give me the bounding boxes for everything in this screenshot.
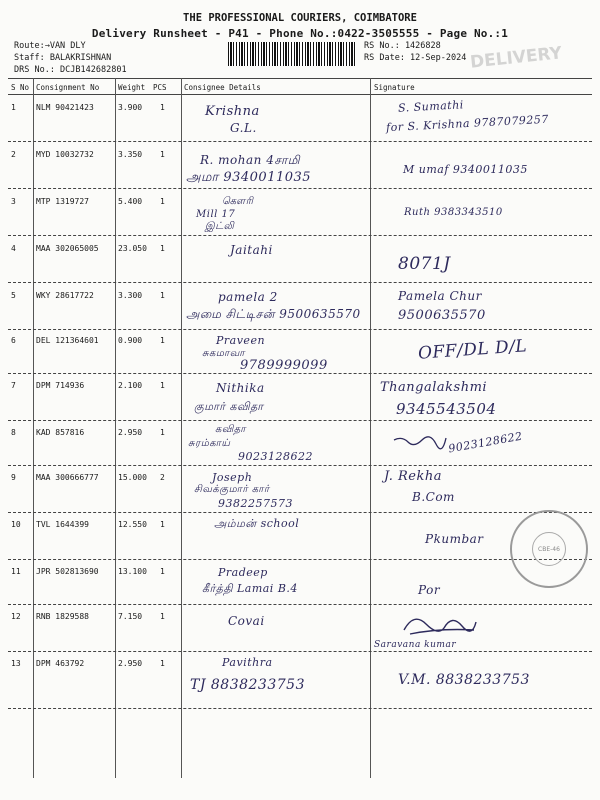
row-weight: 5.400 (118, 197, 143, 206)
signature-line: M umaf 9340011035 (403, 163, 528, 176)
row-pcs: 1 (160, 197, 165, 206)
consignee-line: Joseph (212, 471, 253, 484)
consignee-line: Pavithra (222, 656, 273, 669)
row-separator (8, 282, 592, 283)
row-weight: 3.900 (118, 103, 143, 112)
rs-block (364, 40, 466, 64)
col-header-weight: Weight (118, 83, 146, 92)
consignee-line: அமா 9340011035 (186, 170, 312, 185)
row-weight: 3.350 (118, 150, 143, 159)
col-divider (115, 78, 116, 778)
row-pcs: 1 (160, 659, 165, 668)
row-weight: 2.950 (118, 659, 143, 668)
col-header-signature: Signature (374, 83, 415, 92)
row-pcs: 1 (160, 291, 165, 300)
consignee-line: அமை சிட்டிசன் 9500635570 (186, 307, 361, 321)
consignee-line: Nithika (216, 381, 265, 395)
signature-line: J. Rekha (384, 469, 442, 484)
row-separator (8, 329, 592, 330)
row-separator (8, 420, 592, 421)
row-separator (8, 651, 592, 652)
row-pcs: 1 (160, 612, 165, 621)
row-sno: 6 (11, 336, 16, 345)
row-pcs: 1 (160, 428, 165, 437)
row-weight: 2.100 (118, 381, 143, 390)
row-sno: 10 (11, 520, 21, 529)
delivery-ghost-stamp: DELIVERY (469, 43, 563, 73)
row-pcs: 1 (160, 381, 165, 390)
col-divider (370, 78, 371, 778)
signature-line: Ruth 9383343510 (404, 207, 503, 218)
rs-date: RS Date: 12-Sep-2024 (364, 53, 467, 63)
consignee-line: கௌரி (222, 196, 254, 207)
consignee-line: Jaitahi (230, 243, 273, 257)
row-sno: 1 (11, 103, 16, 112)
signature-line: 9023128622 (447, 429, 524, 456)
row-sno: 3 (11, 197, 16, 206)
consignee-line: G.L. (230, 121, 257, 135)
consignee-line: 9382257573 (218, 497, 293, 510)
signature-line: 9500635570 (398, 308, 486, 323)
col-divider (33, 78, 34, 778)
row-pcs: 1 (160, 103, 165, 112)
row-separator (8, 373, 592, 374)
row-sno: 13 (11, 659, 21, 668)
runsheet-company-title: THE PROFESSIONAL COURIERS, COIMBATORE (183, 12, 417, 24)
staff-label: Staff: BALAKRISHNAN (14, 53, 112, 63)
row-separator (8, 465, 592, 466)
row-consignment: MYD 10032732 (36, 150, 94, 159)
consignee-line: 9023128622 (238, 450, 313, 463)
consignee-line: Pradeep (218, 566, 268, 579)
col-header-consignment: Consignment No (36, 83, 100, 92)
signature-line: Thangalakshmi (380, 380, 488, 395)
signature-line: Pamela Chur (398, 289, 482, 303)
rs-number: RS No.: 1426828 (364, 41, 441, 51)
row-weight: 0.900 (118, 336, 143, 345)
row-sno: 5 (11, 291, 16, 300)
route-label: Route:→VAN DLY (14, 41, 86, 51)
consignee-line: R. mohan 4சாமி (200, 153, 301, 167)
row-sno: 7 (11, 381, 16, 390)
signature-line: Por (418, 583, 441, 597)
row-separator (8, 512, 592, 513)
row-sno: 2 (11, 150, 16, 159)
row-consignment: DPM 714936 (36, 381, 85, 390)
signature-line: 9345543504 (396, 400, 497, 418)
consignee-line: TJ 8838233753 (190, 677, 305, 693)
col-header-sno: S No (11, 83, 30, 92)
row-sno: 9 (11, 473, 16, 482)
consignee-line: குமார் கவிதா (194, 400, 264, 413)
consignee-line: Praveen (216, 334, 266, 347)
signature-line: B.Com (412, 490, 455, 504)
table-header-rule (8, 94, 592, 95)
consignee-line: 9789999099 (240, 358, 328, 373)
row-separator (8, 141, 592, 142)
row-pcs: 1 (160, 520, 165, 529)
runsheet-barcode (228, 42, 356, 66)
signature-scribble-icon (400, 610, 480, 640)
row-weight: 3.300 (118, 291, 143, 300)
row-weight: 13.100 (118, 567, 147, 576)
consignee-line: Covai (228, 614, 265, 628)
row-pcs: 1 (160, 567, 165, 576)
row-pcs: 1 (160, 150, 165, 159)
row-weight: 15.000 (118, 473, 147, 482)
row-separator (8, 235, 592, 236)
row-consignment: TVL 1644399 (36, 520, 89, 529)
row-weight: 23.050 (118, 244, 147, 253)
signature-line: for S. Krishna 9787079257 (385, 112, 550, 135)
consignee-line: pamela 2 (218, 290, 278, 304)
col-header-pcs: PCS (153, 83, 167, 92)
row-consignment: DEL 121364601 (36, 336, 99, 345)
row-consignment: RNB 1829588 (36, 612, 89, 621)
consignee-line: கவிதா (215, 424, 247, 435)
col-divider (181, 78, 182, 778)
signature-line: Pkumbar (425, 532, 484, 546)
consignee-line: சுகமாவா (202, 348, 245, 359)
office-round-stamp (510, 510, 588, 588)
row-sno: 11 (11, 567, 21, 576)
row-consignment: WKY 28617722 (36, 291, 94, 300)
row-pcs: 1 (160, 244, 165, 253)
signature-line: V.M. 8838233753 (398, 672, 530, 688)
consignee-line: Mill 17 (196, 209, 236, 220)
runsheet-title: Delivery Runsheet - P41 - Phone No.:0422-3505555 - Page No.:1 (91, 27, 509, 40)
route-staff-block (14, 40, 127, 76)
row-consignment: JPR 502813690 (36, 567, 99, 576)
row-weight: 7.150 (118, 612, 143, 621)
row-pcs: 1 (160, 336, 165, 345)
row-consignment: MAA 300666777 (36, 473, 99, 482)
row-consignment: KAD 857816 (36, 428, 85, 437)
row-sno: 4 (11, 244, 16, 253)
signature-line: Saravana kumar (374, 640, 457, 650)
signature-scribble-icon (392, 432, 448, 452)
row-weight: 12.550 (118, 520, 147, 529)
stamp-code: CBE-46 (532, 532, 566, 566)
row-consignment: MAA 302065005 (36, 244, 99, 253)
row-sno: 12 (11, 612, 21, 621)
row-weight: 2.950 (118, 428, 143, 437)
consignee-line: சுரம்காய் (188, 438, 231, 449)
row-consignment: NLM 90421423 (36, 103, 94, 112)
signature-line: OFF/DL D/L (417, 336, 528, 364)
row-consignment: DPM 463792 (36, 659, 85, 668)
consignee-line: Krishna (205, 104, 260, 119)
consignee-line: கீர்த்தி Lamai B.4 (202, 582, 298, 595)
row-sno: 8 (11, 428, 16, 437)
row-separator (8, 188, 592, 189)
col-header-consignee: Consignee Details (184, 83, 261, 92)
row-separator (8, 708, 592, 709)
consignee-line: இட்லி (205, 221, 235, 232)
drs-label: DRS No.: DCJB142682801 (14, 65, 127, 75)
row-separator (8, 604, 592, 605)
consignee-line: சிவக்குமார் கார் (194, 484, 270, 495)
table-top-rule (8, 78, 592, 79)
row-pcs: 2 (160, 473, 165, 482)
signature-line: S. Sumathi (397, 98, 465, 115)
signature-line: 8071J (398, 254, 451, 274)
consignee-line: அம்மன் school (214, 517, 300, 530)
row-consignment: MTP 1319727 (36, 197, 89, 206)
row-separator (8, 559, 592, 560)
